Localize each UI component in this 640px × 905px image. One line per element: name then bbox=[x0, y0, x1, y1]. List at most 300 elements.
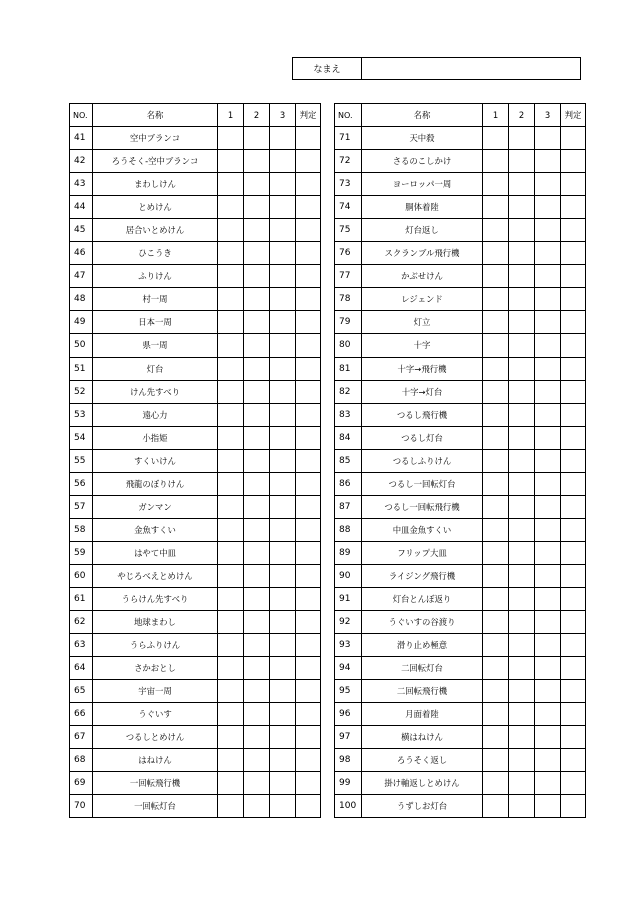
trick-name: 遠心力 bbox=[93, 403, 218, 426]
table-row bbox=[335, 380, 586, 403]
attempt-3-cell[interactable] bbox=[535, 472, 561, 495]
attempt-2-cell[interactable] bbox=[244, 726, 270, 749]
judge-cell[interactable] bbox=[561, 403, 586, 426]
judge-cell[interactable] bbox=[296, 311, 321, 334]
judge-cell[interactable] bbox=[296, 173, 321, 196]
judge-cell[interactable] bbox=[296, 587, 321, 610]
attempt-3-cell[interactable] bbox=[535, 564, 561, 587]
table-row bbox=[335, 219, 586, 242]
attempt-3-cell[interactable] bbox=[270, 380, 296, 403]
trick-name: スクランブル飛行機 bbox=[362, 242, 483, 265]
trick-number: 99 bbox=[335, 772, 362, 795]
trick-name: うぐいす bbox=[93, 703, 218, 726]
table-row bbox=[70, 495, 321, 518]
attempt-2-cell[interactable] bbox=[509, 657, 535, 680]
judge-cell[interactable] bbox=[561, 772, 586, 795]
attempt-1-cell[interactable] bbox=[483, 518, 509, 541]
attempt-1-cell[interactable] bbox=[483, 265, 509, 288]
attempt-2-cell[interactable] bbox=[509, 242, 535, 265]
attempt-3-cell[interactable] bbox=[535, 611, 561, 634]
judge-cell[interactable] bbox=[296, 380, 321, 403]
attempt-2-cell[interactable] bbox=[509, 196, 535, 219]
header-no: NO. bbox=[335, 104, 362, 127]
attempt-2-cell[interactable] bbox=[509, 288, 535, 311]
trick-name: まわしけん bbox=[93, 173, 218, 196]
attempt-1-cell[interactable] bbox=[483, 472, 509, 495]
judge-cell[interactable] bbox=[561, 334, 586, 357]
trick-name: 小指姫 bbox=[93, 426, 218, 449]
attempt-3-cell[interactable] bbox=[270, 334, 296, 357]
attempt-3-cell[interactable] bbox=[270, 726, 296, 749]
judge-cell[interactable] bbox=[296, 449, 321, 472]
trick-name: とめけん bbox=[93, 196, 218, 219]
attempt-1-cell[interactable] bbox=[218, 703, 244, 726]
judge-cell[interactable] bbox=[561, 795, 586, 818]
attempt-2-cell[interactable] bbox=[244, 518, 270, 541]
attempt-1-cell[interactable] bbox=[218, 541, 244, 564]
attempt-1-cell[interactable] bbox=[218, 518, 244, 541]
attempt-1-cell[interactable] bbox=[218, 357, 244, 380]
trick-name: つるし一回転灯台 bbox=[362, 472, 483, 495]
attempt-3-cell[interactable] bbox=[535, 541, 561, 564]
judge-cell[interactable] bbox=[296, 472, 321, 495]
attempt-3-cell[interactable] bbox=[270, 311, 296, 334]
attempt-1-cell[interactable] bbox=[483, 564, 509, 587]
attempt-1-cell[interactable] bbox=[483, 173, 509, 196]
attempt-2-cell[interactable] bbox=[244, 196, 270, 219]
attempt-1-cell[interactable] bbox=[483, 795, 509, 818]
attempt-3-cell[interactable] bbox=[270, 357, 296, 380]
attempt-1-cell[interactable] bbox=[483, 127, 509, 150]
attempt-1-cell[interactable] bbox=[218, 150, 244, 173]
table-row bbox=[70, 703, 321, 726]
trick-name: 日本一周 bbox=[93, 311, 218, 334]
table-row bbox=[70, 173, 321, 196]
judge-cell[interactable] bbox=[561, 219, 586, 242]
attempt-2-cell[interactable] bbox=[244, 795, 270, 818]
attempt-1-cell[interactable] bbox=[483, 380, 509, 403]
attempt-2-cell[interactable] bbox=[509, 749, 535, 772]
attempt-3-cell[interactable] bbox=[535, 150, 561, 173]
attempt-3-cell[interactable] bbox=[270, 749, 296, 772]
attempt-1-cell[interactable] bbox=[483, 357, 509, 380]
attempt-3-cell[interactable] bbox=[270, 242, 296, 265]
judge-cell[interactable] bbox=[296, 426, 321, 449]
header-no: NO. bbox=[70, 104, 93, 127]
attempt-3-cell[interactable] bbox=[535, 634, 561, 657]
judge-cell[interactable] bbox=[561, 242, 586, 265]
attempt-3-cell[interactable] bbox=[270, 265, 296, 288]
judge-cell[interactable] bbox=[561, 541, 586, 564]
attempt-3-cell[interactable] bbox=[270, 541, 296, 564]
attempt-1-cell[interactable] bbox=[218, 288, 244, 311]
trick-number: 79 bbox=[335, 311, 362, 334]
attempt-2-cell[interactable] bbox=[509, 726, 535, 749]
table-row bbox=[70, 772, 321, 795]
judge-cell[interactable] bbox=[561, 127, 586, 150]
judge-cell[interactable] bbox=[296, 518, 321, 541]
attempt-1-cell[interactable] bbox=[483, 196, 509, 219]
judge-cell[interactable] bbox=[561, 680, 586, 703]
trick-name: ふりけん bbox=[93, 265, 218, 288]
attempt-3-cell[interactable] bbox=[535, 219, 561, 242]
attempt-3-cell[interactable] bbox=[270, 795, 296, 818]
header-name: 名称 bbox=[362, 104, 483, 127]
attempt-3-cell[interactable] bbox=[535, 127, 561, 150]
attempt-3-cell[interactable] bbox=[535, 795, 561, 818]
trick-name: 灯台返し bbox=[362, 219, 483, 242]
table-row bbox=[70, 518, 321, 541]
table-row bbox=[70, 311, 321, 334]
trick-name: 十字 bbox=[362, 334, 483, 357]
attempt-2-cell[interactable] bbox=[244, 150, 270, 173]
trick-number: 47 bbox=[70, 265, 93, 288]
attempt-2-cell[interactable] bbox=[509, 449, 535, 472]
attempt-3-cell[interactable] bbox=[270, 127, 296, 150]
attempt-2-cell[interactable] bbox=[509, 472, 535, 495]
attempt-1-cell[interactable] bbox=[218, 472, 244, 495]
judge-cell[interactable] bbox=[561, 173, 586, 196]
attempt-2-cell[interactable] bbox=[244, 242, 270, 265]
judge-cell[interactable] bbox=[296, 334, 321, 357]
judge-cell[interactable] bbox=[561, 749, 586, 772]
attempt-1-cell[interactable] bbox=[483, 219, 509, 242]
attempt-2-cell[interactable] bbox=[509, 611, 535, 634]
judge-cell[interactable] bbox=[296, 403, 321, 426]
attempt-2-cell[interactable] bbox=[509, 403, 535, 426]
attempt-1-cell[interactable] bbox=[218, 749, 244, 772]
attempt-3-cell[interactable] bbox=[270, 288, 296, 311]
attempt-2-cell[interactable] bbox=[244, 587, 270, 610]
judge-cell[interactable] bbox=[561, 587, 586, 610]
trick-name: けん先すべり bbox=[93, 380, 218, 403]
attempt-2-cell[interactable] bbox=[244, 311, 270, 334]
judge-cell[interactable] bbox=[561, 518, 586, 541]
judge-cell[interactable] bbox=[296, 150, 321, 173]
attempt-1-cell[interactable] bbox=[483, 334, 509, 357]
judge-cell[interactable] bbox=[296, 634, 321, 657]
judge-cell[interactable] bbox=[561, 611, 586, 634]
attempt-2-cell[interactable] bbox=[244, 449, 270, 472]
table-row bbox=[335, 196, 586, 219]
attempt-3-cell[interactable] bbox=[270, 173, 296, 196]
attempt-1-cell[interactable] bbox=[218, 196, 244, 219]
trick-number: 70 bbox=[70, 795, 93, 818]
attempt-2-cell[interactable] bbox=[509, 265, 535, 288]
attempt-1-cell[interactable] bbox=[218, 772, 244, 795]
table-row bbox=[70, 564, 321, 587]
attempt-3-cell[interactable] bbox=[535, 680, 561, 703]
attempt-3-cell[interactable] bbox=[270, 150, 296, 173]
attempt-2-cell[interactable] bbox=[244, 357, 270, 380]
attempt-1-cell[interactable] bbox=[483, 634, 509, 657]
attempt-1-cell[interactable] bbox=[483, 772, 509, 795]
attempt-2-cell[interactable] bbox=[509, 518, 535, 541]
header-attempt-1: 1 bbox=[483, 104, 509, 127]
judge-cell[interactable] bbox=[296, 265, 321, 288]
attempt-1-cell[interactable] bbox=[218, 795, 244, 818]
attempt-1-cell[interactable] bbox=[218, 127, 244, 150]
attempt-3-cell[interactable] bbox=[535, 749, 561, 772]
attempt-1-cell[interactable] bbox=[483, 703, 509, 726]
attempt-1-cell[interactable] bbox=[483, 150, 509, 173]
attempt-1-cell[interactable] bbox=[218, 449, 244, 472]
judge-cell[interactable] bbox=[296, 196, 321, 219]
attempt-3-cell[interactable] bbox=[535, 265, 561, 288]
attempt-3-cell[interactable] bbox=[270, 587, 296, 610]
attempt-3-cell[interactable] bbox=[535, 288, 561, 311]
attempt-1-cell[interactable] bbox=[218, 657, 244, 680]
judge-cell[interactable] bbox=[296, 242, 321, 265]
attempt-2-cell[interactable] bbox=[509, 357, 535, 380]
trick-number: 92 bbox=[335, 611, 362, 634]
attempt-2-cell[interactable] bbox=[244, 772, 270, 795]
table-row bbox=[70, 380, 321, 403]
attempt-3-cell[interactable] bbox=[270, 472, 296, 495]
judge-cell[interactable] bbox=[296, 127, 321, 150]
judge-cell[interactable] bbox=[561, 150, 586, 173]
judge-cell[interactable] bbox=[561, 703, 586, 726]
attempt-3-cell[interactable] bbox=[535, 426, 561, 449]
attempt-2-cell[interactable] bbox=[509, 587, 535, 610]
judge-cell[interactable] bbox=[296, 288, 321, 311]
attempt-2-cell[interactable] bbox=[509, 680, 535, 703]
attempt-3-cell[interactable] bbox=[535, 242, 561, 265]
attempt-3-cell[interactable] bbox=[270, 703, 296, 726]
attempt-2-cell[interactable] bbox=[244, 541, 270, 564]
trick-name: さるのこしかけ bbox=[362, 150, 483, 173]
attempt-1-cell[interactable] bbox=[218, 173, 244, 196]
attempt-2-cell[interactable] bbox=[244, 173, 270, 196]
attempt-2-cell[interactable] bbox=[244, 657, 270, 680]
trick-name: つるしふりけん bbox=[362, 449, 483, 472]
attempt-3-cell[interactable] bbox=[535, 495, 561, 518]
attempt-3-cell[interactable] bbox=[270, 403, 296, 426]
attempt-3-cell[interactable] bbox=[270, 564, 296, 587]
name-input[interactable] bbox=[362, 58, 580, 79]
attempt-2-cell[interactable] bbox=[244, 288, 270, 311]
attempt-3-cell[interactable] bbox=[535, 334, 561, 357]
table-row bbox=[335, 426, 586, 449]
attempt-1-cell[interactable] bbox=[483, 587, 509, 610]
judge-cell[interactable] bbox=[561, 196, 586, 219]
attempt-1-cell[interactable] bbox=[218, 219, 244, 242]
judge-cell[interactable] bbox=[561, 472, 586, 495]
attempt-3-cell[interactable] bbox=[270, 772, 296, 795]
attempt-3-cell[interactable] bbox=[535, 357, 561, 380]
attempt-2-cell[interactable] bbox=[509, 311, 535, 334]
attempt-2-cell[interactable] bbox=[509, 380, 535, 403]
attempt-1-cell[interactable] bbox=[218, 680, 244, 703]
attempt-1-cell[interactable] bbox=[218, 380, 244, 403]
attempt-2-cell[interactable] bbox=[509, 772, 535, 795]
attempt-1-cell[interactable] bbox=[483, 449, 509, 472]
attempt-3-cell[interactable] bbox=[535, 657, 561, 680]
attempt-2-cell[interactable] bbox=[244, 495, 270, 518]
judge-cell[interactable] bbox=[296, 611, 321, 634]
judge-cell[interactable] bbox=[296, 703, 321, 726]
judge-cell[interactable] bbox=[561, 449, 586, 472]
attempt-3-cell[interactable] bbox=[535, 311, 561, 334]
trick-name: うらけん先すべり bbox=[93, 587, 218, 610]
judge-cell[interactable] bbox=[296, 219, 321, 242]
judge-cell[interactable] bbox=[561, 564, 586, 587]
attempt-2-cell[interactable] bbox=[244, 564, 270, 587]
attempt-3-cell[interactable] bbox=[535, 173, 561, 196]
attempt-3-cell[interactable] bbox=[535, 703, 561, 726]
attempt-1-cell[interactable] bbox=[483, 288, 509, 311]
attempt-1-cell[interactable] bbox=[218, 495, 244, 518]
attempt-3-cell[interactable] bbox=[535, 587, 561, 610]
attempt-1-cell[interactable] bbox=[483, 541, 509, 564]
trick-name: はねけん bbox=[93, 749, 218, 772]
attempt-1-cell[interactable] bbox=[218, 242, 244, 265]
judge-cell[interactable] bbox=[561, 657, 586, 680]
attempt-2-cell[interactable] bbox=[509, 219, 535, 242]
table-row bbox=[335, 127, 586, 150]
attempt-1-cell[interactable] bbox=[218, 403, 244, 426]
attempt-3-cell[interactable] bbox=[270, 426, 296, 449]
attempt-1-cell[interactable] bbox=[483, 749, 509, 772]
trick-number: 61 bbox=[70, 587, 93, 610]
attempt-3-cell[interactable] bbox=[535, 726, 561, 749]
trick-name: ガンマン bbox=[93, 495, 218, 518]
judge-cell[interactable] bbox=[296, 657, 321, 680]
trick-number: 72 bbox=[335, 150, 362, 173]
judge-cell[interactable] bbox=[296, 772, 321, 795]
trick-name: 宇宙一周 bbox=[93, 680, 218, 703]
attempt-2-cell[interactable] bbox=[244, 334, 270, 357]
trick-number: 100 bbox=[335, 795, 362, 818]
attempt-3-cell[interactable] bbox=[270, 449, 296, 472]
judge-cell[interactable] bbox=[561, 311, 586, 334]
attempt-2-cell[interactable] bbox=[509, 150, 535, 173]
attempt-2-cell[interactable] bbox=[509, 564, 535, 587]
attempt-2-cell[interactable] bbox=[509, 426, 535, 449]
attempt-2-cell[interactable] bbox=[509, 127, 535, 150]
table-row bbox=[70, 196, 321, 219]
trick-number: 42 bbox=[70, 150, 93, 173]
judge-cell[interactable] bbox=[561, 380, 586, 403]
trick-number: 49 bbox=[70, 311, 93, 334]
attempt-1-cell[interactable] bbox=[218, 611, 244, 634]
attempt-1-cell[interactable] bbox=[483, 403, 509, 426]
attempt-3-cell[interactable] bbox=[270, 196, 296, 219]
header-attempt-1: 1 bbox=[218, 104, 244, 127]
attempt-3-cell[interactable] bbox=[535, 196, 561, 219]
attempt-2-cell[interactable] bbox=[509, 703, 535, 726]
attempt-3-cell[interactable] bbox=[270, 495, 296, 518]
attempt-3-cell[interactable] bbox=[270, 219, 296, 242]
attempt-1-cell[interactable] bbox=[218, 265, 244, 288]
attempt-2-cell[interactable] bbox=[244, 403, 270, 426]
attempt-2-cell[interactable] bbox=[244, 703, 270, 726]
judge-cell[interactable] bbox=[561, 495, 586, 518]
attempt-2-cell[interactable] bbox=[509, 334, 535, 357]
judge-cell[interactable] bbox=[296, 357, 321, 380]
trick-number: 65 bbox=[70, 680, 93, 703]
trick-name: さかおとし bbox=[93, 657, 218, 680]
attempt-3-cell[interactable] bbox=[270, 680, 296, 703]
judge-cell[interactable] bbox=[561, 357, 586, 380]
attempt-3-cell[interactable] bbox=[535, 772, 561, 795]
attempt-2-cell[interactable] bbox=[244, 127, 270, 150]
attempt-2-cell[interactable] bbox=[244, 634, 270, 657]
attempt-1-cell[interactable] bbox=[483, 311, 509, 334]
attempt-1-cell[interactable] bbox=[483, 426, 509, 449]
judge-cell[interactable] bbox=[561, 426, 586, 449]
judge-cell[interactable] bbox=[561, 634, 586, 657]
attempt-2-cell[interactable] bbox=[244, 472, 270, 495]
attempt-3-cell[interactable] bbox=[270, 657, 296, 680]
attempt-3-cell[interactable] bbox=[535, 380, 561, 403]
attempt-2-cell[interactable] bbox=[244, 749, 270, 772]
attempt-3-cell[interactable] bbox=[270, 634, 296, 657]
header-judge: 判定 bbox=[296, 104, 321, 127]
attempt-1-cell[interactable] bbox=[483, 242, 509, 265]
attempt-2-cell[interactable] bbox=[509, 795, 535, 818]
attempt-2-cell[interactable] bbox=[244, 426, 270, 449]
attempt-3-cell[interactable] bbox=[535, 518, 561, 541]
attempt-1-cell[interactable] bbox=[483, 726, 509, 749]
attempt-1-cell[interactable] bbox=[483, 657, 509, 680]
judge-cell[interactable] bbox=[561, 726, 586, 749]
attempt-1-cell[interactable] bbox=[218, 726, 244, 749]
attempt-3-cell[interactable] bbox=[270, 518, 296, 541]
attempt-2-cell[interactable] bbox=[244, 380, 270, 403]
attempt-3-cell[interactable] bbox=[535, 449, 561, 472]
table-row bbox=[335, 357, 586, 380]
judge-cell[interactable] bbox=[561, 288, 586, 311]
trick-number: 58 bbox=[70, 518, 93, 541]
attempt-1-cell[interactable] bbox=[483, 680, 509, 703]
table-row bbox=[70, 749, 321, 772]
attempt-2-cell[interactable] bbox=[244, 611, 270, 634]
trick-name: ろうそく返し bbox=[362, 749, 483, 772]
judge-cell[interactable] bbox=[296, 564, 321, 587]
attempt-3-cell[interactable] bbox=[270, 611, 296, 634]
judge-cell[interactable] bbox=[296, 749, 321, 772]
attempt-2-cell[interactable] bbox=[244, 219, 270, 242]
attempt-2-cell[interactable] bbox=[509, 541, 535, 564]
judge-cell[interactable] bbox=[296, 541, 321, 564]
judge-cell[interactable] bbox=[561, 265, 586, 288]
judge-cell[interactable] bbox=[296, 495, 321, 518]
table-row bbox=[335, 749, 586, 772]
attempt-2-cell[interactable] bbox=[509, 173, 535, 196]
attempt-2-cell[interactable] bbox=[509, 634, 535, 657]
judge-cell[interactable] bbox=[296, 680, 321, 703]
attempt-1-cell[interactable] bbox=[218, 587, 244, 610]
attempt-1-cell[interactable] bbox=[218, 426, 244, 449]
judge-cell[interactable] bbox=[296, 726, 321, 749]
attempt-2-cell[interactable] bbox=[509, 495, 535, 518]
attempt-1-cell[interactable] bbox=[218, 334, 244, 357]
attempt-1-cell[interactable] bbox=[483, 495, 509, 518]
attempt-1-cell[interactable] bbox=[483, 611, 509, 634]
table-row bbox=[70, 219, 321, 242]
judge-cell[interactable] bbox=[296, 795, 321, 818]
attempt-3-cell[interactable] bbox=[535, 403, 561, 426]
attempt-1-cell[interactable] bbox=[218, 311, 244, 334]
attempt-1-cell[interactable] bbox=[218, 634, 244, 657]
trick-name: すくいけん bbox=[93, 449, 218, 472]
attempt-2-cell[interactable] bbox=[244, 265, 270, 288]
trick-number: 56 bbox=[70, 472, 93, 495]
attempt-2-cell[interactable] bbox=[244, 680, 270, 703]
trick-name: 中皿金魚すくい bbox=[362, 518, 483, 541]
attempt-1-cell[interactable] bbox=[218, 564, 244, 587]
